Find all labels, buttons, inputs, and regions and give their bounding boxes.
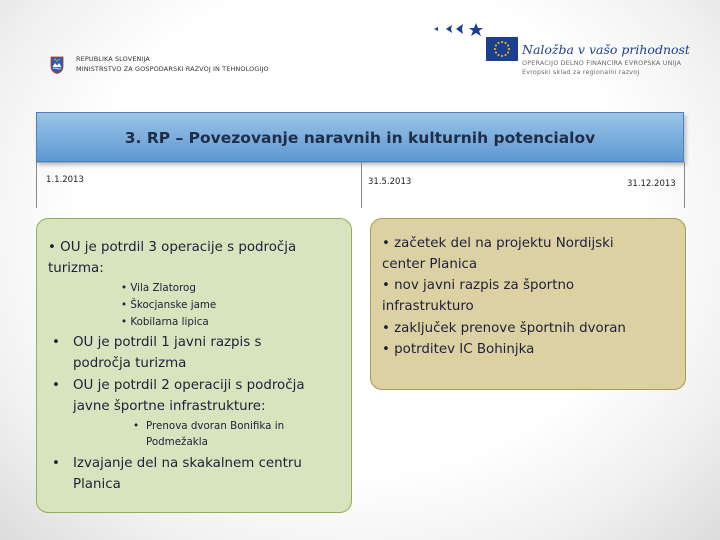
eu-star-icon <box>505 42 507 44</box>
timeline-tick-end <box>684 162 685 208</box>
eu-star-icon <box>495 52 497 54</box>
left-item-4-line-1: Izvajanje del na skakalnem centru <box>73 456 302 471</box>
slovenia-coat-of-arms-icon <box>50 56 64 74</box>
right-line-2: center Planica <box>382 257 478 272</box>
ministry-name <box>76 54 269 74</box>
left-item-2-line-2: področja turizma <box>73 356 187 371</box>
left-subitem-4-line-1: Prenova dvoran Bonifika in <box>146 420 285 432</box>
eu-star-icon <box>507 45 509 47</box>
timeline-line <box>36 162 684 163</box>
eu-star-icon <box>501 55 503 57</box>
eu-star-icon <box>494 48 496 50</box>
eu-star-icon <box>501 41 503 43</box>
left-subitem-4-bullet: • <box>133 420 140 432</box>
left-subitem-4-line-2: Podmežakla <box>146 436 208 448</box>
left-item-4-line-2: Planica <box>73 477 121 492</box>
left-item-1-line-2: turizma: <box>48 261 104 276</box>
eu-flag-icon <box>486 37 518 61</box>
right-line-5: • zaključek prenove športnih dvoran <box>382 321 626 336</box>
left-subitem-1: • Vila Zlatorog <box>121 282 196 294</box>
timeline-tick-start <box>36 162 37 208</box>
eu-star-icon <box>507 52 509 54</box>
left-item-1-line-1: • OU je potrdil 3 operacije s področja <box>48 240 297 255</box>
page-title: 3. RP – Povezovanje naravnih in kulturnih potencialov <box>124 129 596 147</box>
org-line-1: REPUBLIKA SLOVENIJA <box>76 55 150 63</box>
left-item-3-line-2: javne športne infrastrukture: <box>73 399 266 414</box>
eu-star-icon <box>505 54 507 56</box>
eu-fund-text: Evropski sklad za regionalni razvoj <box>522 68 640 76</box>
left-item-3-line-1: OU je potrdil 2 operaciji s področja <box>73 378 305 393</box>
right-line-3: • nov javni razpis za športno <box>382 278 575 293</box>
date-end: 31.12.2013 <box>627 179 676 189</box>
eu-star-icon <box>498 54 500 56</box>
left-item-3-bullet: • <box>52 378 60 393</box>
right-line-6: • potrditev IC Bohinjka <box>382 342 535 357</box>
eu-star-icon <box>508 48 510 50</box>
left-subitem-2: • Škocjanske jame <box>121 299 217 311</box>
date-start: 1.1.2013 <box>46 175 84 185</box>
left-subitem-3: • Kobilarna lipica <box>121 316 209 328</box>
right-line-4: infrastrukturo <box>382 299 474 314</box>
eu-star-icon <box>498 42 500 44</box>
left-item-2-bullet: • <box>52 335 60 350</box>
eu-arrows-icon <box>432 20 492 40</box>
org-line-2: MINISTRSTVO ZA GOSPODARSKI RAZVOJ IN TEHNOLOGIJO <box>76 65 269 73</box>
eu-slogan: Naložba v vašo prihodnost <box>522 42 690 57</box>
left-item-4-bullet: • <box>52 456 60 471</box>
eu-star-icon <box>495 45 497 47</box>
right-line-1: • začetek del na projektu Nordijski <box>382 236 614 251</box>
eu-cofinancing-text: OPERACIJO DELNO FINANCIRA EVROPSKA UNIJA <box>522 59 682 67</box>
left-item-2-line-1: OU je potrdil 1 javni razpis s <box>73 335 262 350</box>
date-mid: 31.5.2013 <box>368 177 412 187</box>
timeline-tick-mid <box>361 162 362 208</box>
